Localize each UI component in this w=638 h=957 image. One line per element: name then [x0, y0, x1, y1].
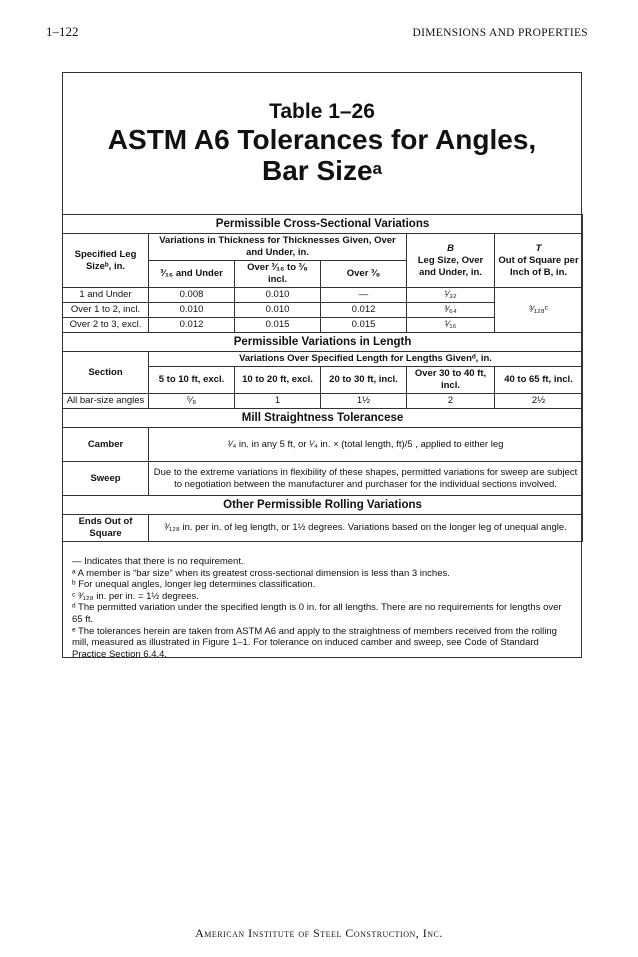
cell-b: ³⁄₆₄ [407, 303, 495, 318]
subcol-thickness-3: Over ³⁄₈ [321, 261, 407, 288]
cell-ends-label: Ends Out of Square [63, 515, 149, 542]
cell-section: All bar-size angles [63, 394, 149, 409]
cell-sweep-text: Due to the extreme variations in flexibility of these shapes, permitted variations for sweep are subject to negotiation between the manufacturer and purchaser for the individual sections involved. [149, 462, 583, 496]
note-a: ᵃ A member is “bar size” when its greatest cross-sectional dimension is less than 3 inches. [72, 567, 450, 579]
cell-t2: 0.015 [235, 318, 321, 333]
cell-t2: 0.010 [235, 288, 321, 303]
note-d: ᵈ The permitted variation under the specified length is 0 in. for all lengths. There are no requirements for lengths over 65 ft. [72, 602, 562, 625]
page-number: 1–122 [46, 24, 79, 39]
cell-len-2: 1 [235, 394, 321, 409]
subcol-thickness-1: ³⁄₁₆ and Under [149, 261, 235, 288]
cell-camber-label: Camber [63, 428, 149, 462]
table-title-line2-text: Bar Size [262, 155, 373, 186]
section-length: Permissible Variations in Length [63, 333, 583, 352]
header-row [63, 352, 583, 367]
table-row [63, 515, 583, 542]
col-thickness-variation: Variations in Thickness for Thicknesses Given, Over and Under, in. [149, 234, 407, 261]
subcol-length-1: 5 to 10 ft, excl. [149, 367, 235, 394]
cell-len-3: 1½ [321, 394, 407, 409]
section-row [63, 333, 583, 352]
subcol-length-3: 20 to 30 ft, incl. [321, 367, 407, 394]
table-row [63, 288, 583, 303]
tolerance-table [62, 214, 583, 542]
section-row [63, 409, 583, 428]
col-length-variation: Variations Over Specified Length for Lengths Givenᵈ, in. [149, 352, 583, 367]
col-b-text: Leg Size, Over and Under, in. [417, 254, 484, 278]
section-cross-sectional: Permissible Cross-Sectional Variations [63, 215, 583, 234]
note-b: ᵇ For unequal angles, longer leg determines classification. [72, 579, 316, 591]
cell-len-5: 2½ [495, 394, 583, 409]
cell-t-value: ³⁄₁₂₈ᶜ [495, 288, 583, 333]
col-t-text: Out of Square per Inch of B, in. [498, 254, 579, 278]
col-leg-size [407, 234, 495, 288]
subcol-length-5: 40 to 65 ft, incl. [495, 367, 583, 394]
cell-t2: 0.010 [235, 303, 321, 318]
table-title-line1: ASTM A6 Tolerances for Angles, [107, 124, 537, 155]
section-other-rolling: Other Permissible Rolling Variations [63, 496, 583, 515]
table-row [63, 428, 583, 462]
subcol-length-2: 10 to 20 ft, excl. [235, 367, 321, 394]
table-row [63, 462, 583, 496]
cell-t1: 0.010 [149, 303, 235, 318]
cell-len-4: 2 [407, 394, 495, 409]
col-section: Section [63, 352, 149, 394]
col-t-letter: T [535, 242, 542, 254]
table-title-block [62, 100, 582, 186]
section-row [63, 496, 583, 515]
col-specified-leg-size: Specified Leg Sizeᵇ, in. [63, 234, 149, 288]
table-title-footnote-mark: a [372, 159, 382, 178]
note-c: ᶜ ³⁄₁₂₈ in. per in. = 1½ degrees. [72, 590, 199, 602]
note-e: ᵉ The tolerances herein are taken from ASTM A6 and apply to the straightness of members received from the rolling mill, measured as illustrated in Figure 1–1. For tolerance on induced camber and sweep, see Code of Standard Practice Section 6.4.4. [72, 625, 557, 660]
section-row [63, 215, 583, 234]
cell-t3: 0.015 [321, 318, 407, 333]
header-row [63, 234, 583, 261]
cell-t1: 0.012 [149, 318, 235, 333]
cell-size: Over 1 to 2, incl. [63, 303, 149, 318]
cell-len-1: ⁵⁄₈ [149, 394, 235, 409]
cell-t3: — [321, 288, 407, 303]
section-straightness: Mill Straightness Tolerancese [63, 409, 583, 428]
cell-sweep-label: Sweep [63, 462, 149, 496]
cell-camber-text: ¹⁄₄ in. in any 5 ft, or ¹⁄₄ in. × (total length, ft)/5 , applied to either leg [149, 428, 583, 462]
cell-b: ¹⁄₁₆ [407, 318, 495, 333]
cell-size: 1 and Under [63, 288, 149, 303]
table-title-line2 [62, 155, 582, 186]
note-dash: — Indicates that there is no requirement. [72, 556, 244, 567]
table-notes [72, 556, 572, 660]
cell-b: ¹⁄₃₂ [407, 288, 495, 303]
cell-size: Over 2 to 3, excl. [63, 318, 149, 333]
cell-ends-text: ³⁄₁₂₈ in. per in. of leg length, or 1½ degrees. Variations based on the longer leg of unequal angle. [149, 515, 583, 542]
page-footer: American Institute of Steel Construction, Inc. [195, 926, 443, 940]
running-head: DIMENSIONS AND PROPERTIES [412, 27, 588, 39]
table-row [63, 394, 583, 409]
col-b-letter: B [447, 242, 454, 254]
col-out-of-square [495, 234, 583, 288]
subcol-length-4: Over 30 to 40 ft, incl. [407, 367, 495, 394]
table-number: Table 1–26 [269, 100, 375, 123]
subcol-thickness-2: Over ³⁄₁₆ to ³⁄₈ incl. [235, 261, 321, 288]
cell-t1: 0.008 [149, 288, 235, 303]
cell-t3: 0.012 [321, 303, 407, 318]
